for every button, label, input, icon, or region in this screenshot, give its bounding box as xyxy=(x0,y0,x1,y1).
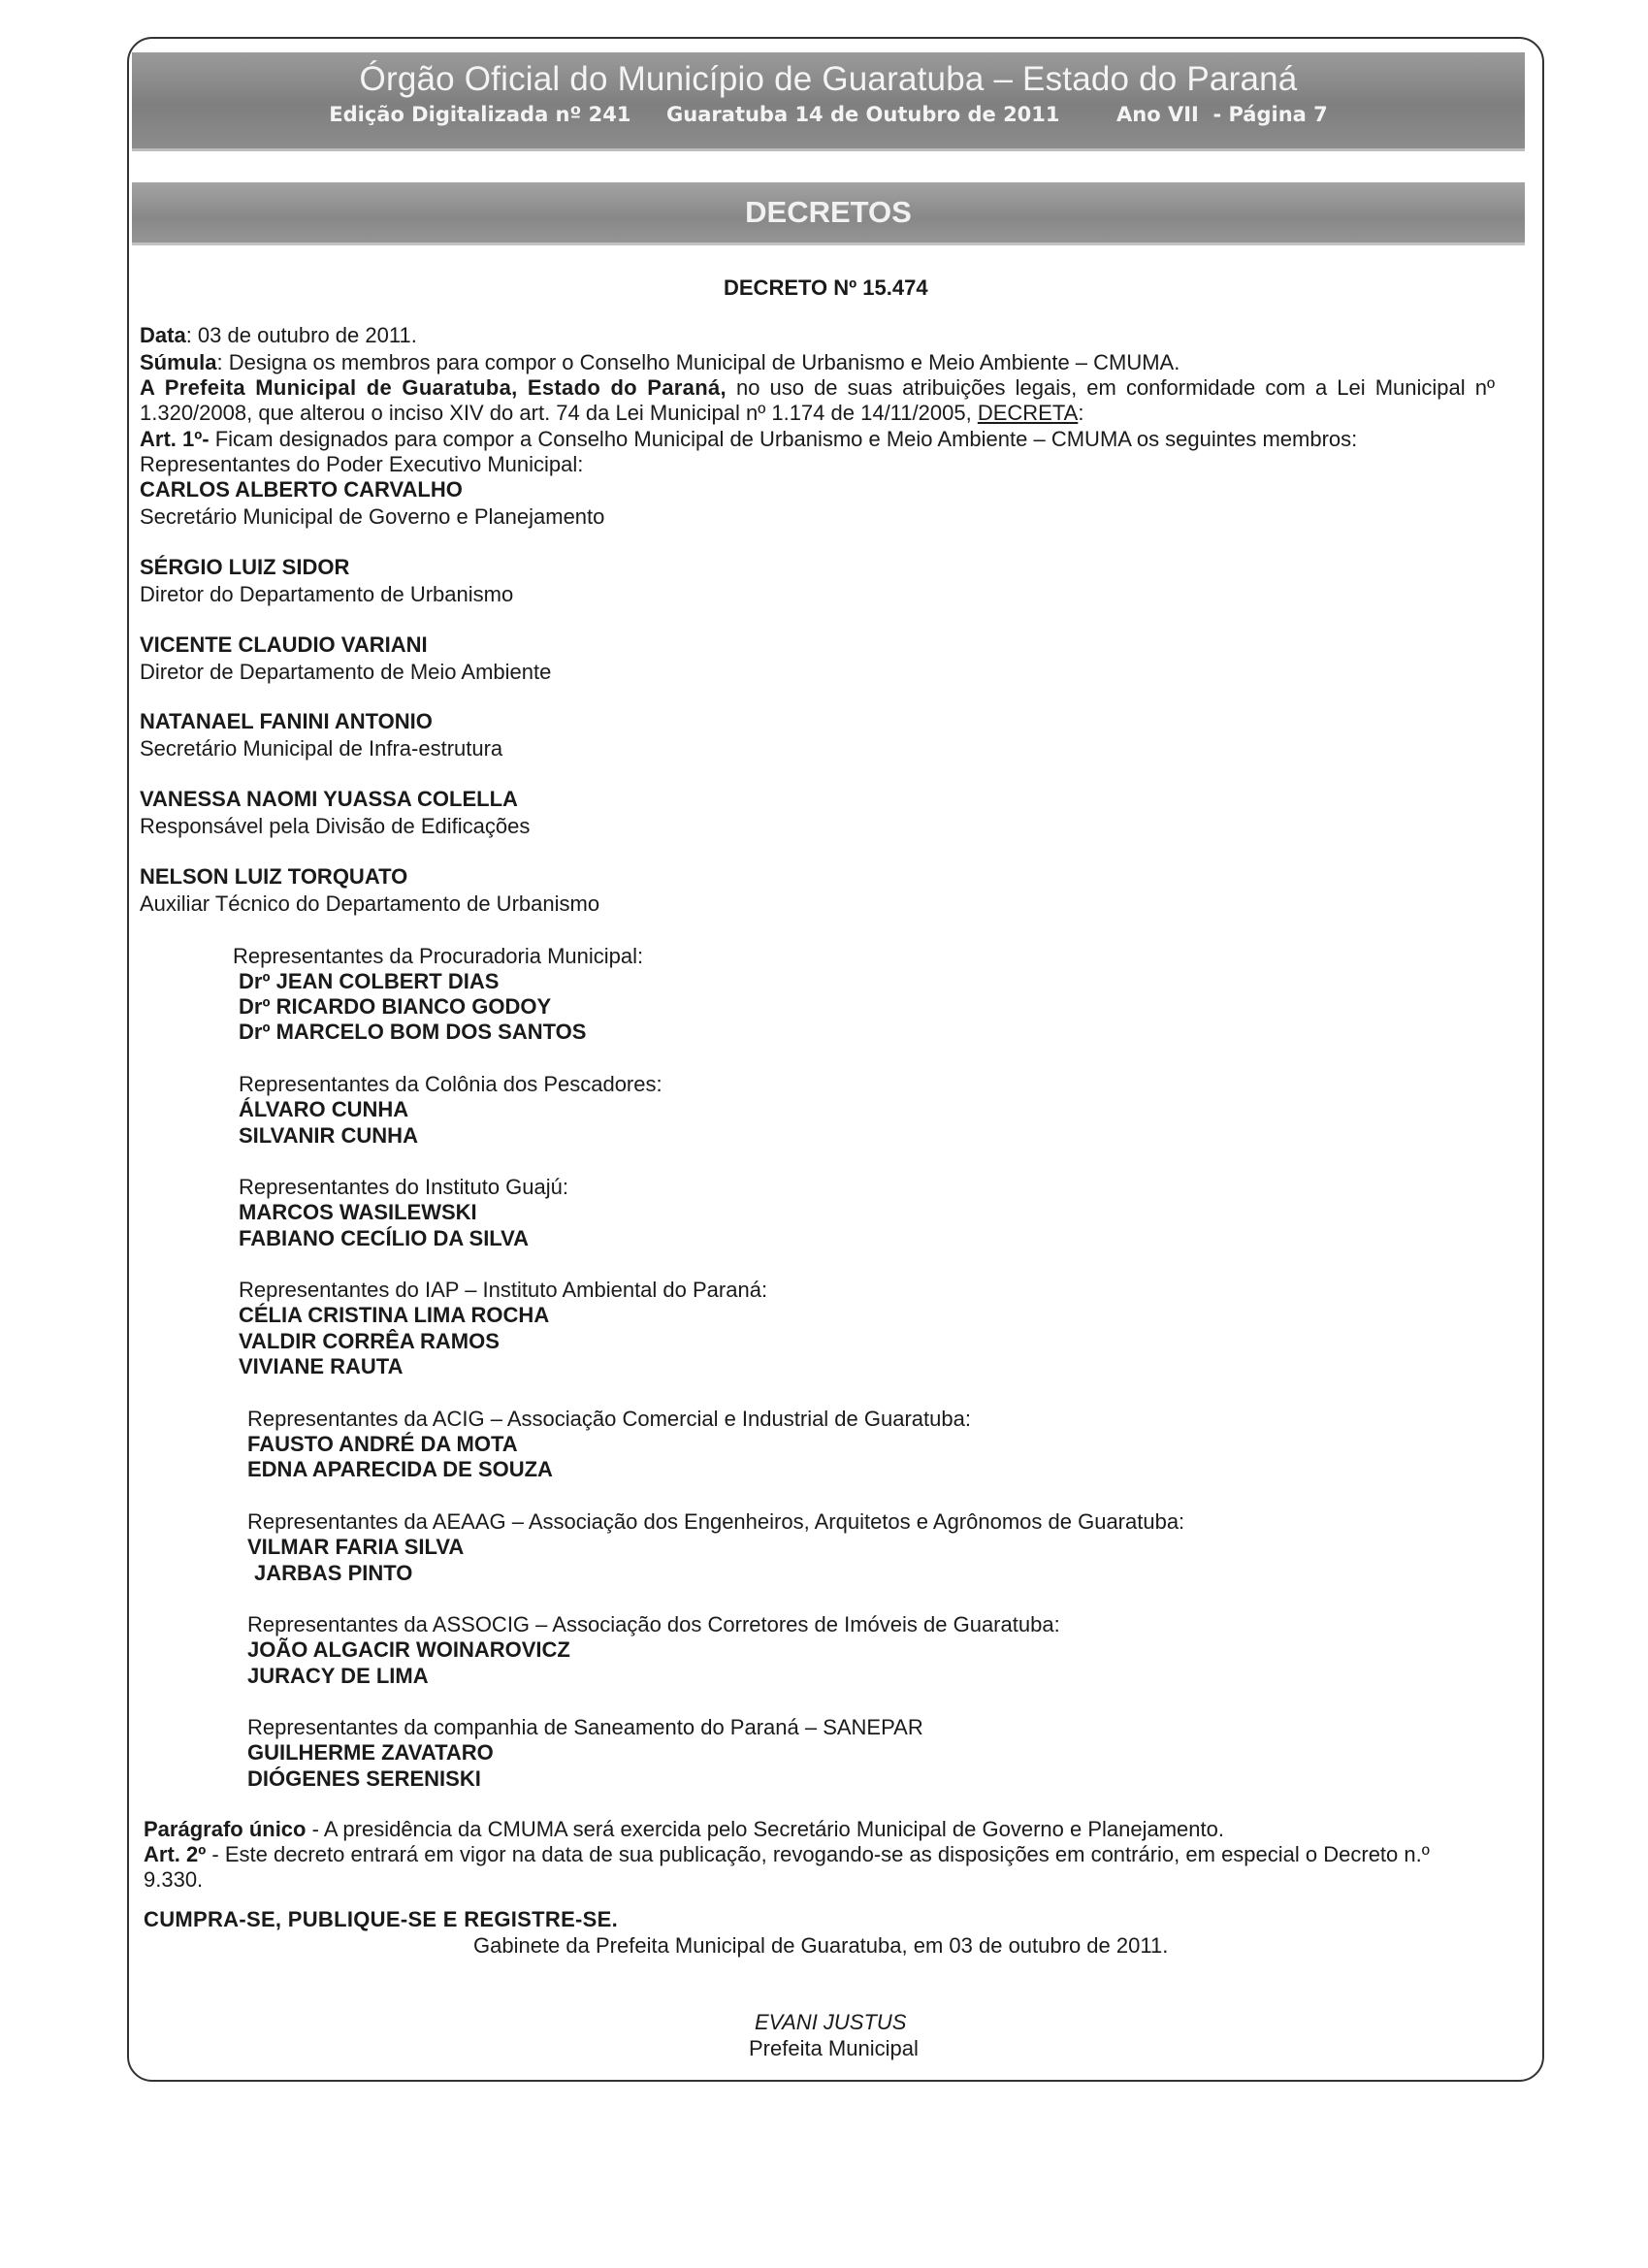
art1-line xyxy=(140,427,1357,452)
group-member: MARCOS WASILEWSKI xyxy=(239,1200,477,1224)
closing-formula: CUMPRA-SE, PUBLIQUE-SE E REGISTRE-SE. xyxy=(144,1907,619,1931)
member-name: CARLOS ALBERTO CARVALHO xyxy=(140,477,463,502)
signer-title: Prefeita Municipal xyxy=(749,2036,919,2060)
group-member: VIVIANE RAUTA xyxy=(239,1354,404,1378)
art2-label: Art. 2º xyxy=(144,1842,207,1866)
group-member: JURACY DE LIMA xyxy=(247,1664,429,1688)
group-member: VALDIR CORRÊA RAMOS xyxy=(239,1329,500,1353)
group-heading: Representantes da ACIG – Associação Comercial e Industrial de Guaratuba: xyxy=(247,1407,971,1431)
preamble-line-2-text: 1.320/2008, que alterou o inciso XIV do art. 74 da Lei Municipal nº 1.174 de 14/11/2005, xyxy=(140,401,978,425)
signer-name: EVANI JUSTUS xyxy=(755,2010,907,2034)
member-role: Responsável pela Divisão de Edificações xyxy=(140,814,531,838)
group-heading: Representantes da Procuradoria Municipal: xyxy=(233,944,644,968)
member-name: SÉRGIO LUIZ SIDOR xyxy=(140,555,350,579)
decree-number: DECRETO Nº 15.474 xyxy=(724,275,928,300)
decreta-tail: : xyxy=(1078,401,1084,425)
section-title: DECRETOS xyxy=(132,182,1525,245)
group-member: VILMAR FARIA SILVA xyxy=(247,1535,465,1559)
group-member: Drº JEAN COLBERT DIAS xyxy=(239,969,500,993)
date-label: Data xyxy=(140,323,186,347)
art2-text: - Este decreto entrará em vigor na data de sua publicação, revogando-se as disposições em contrário, em especial o Decreto n.º xyxy=(206,1842,1430,1866)
date-value: : 03 de outubro de 2011. xyxy=(185,323,417,347)
group-member: ÁLVARO CUNHA xyxy=(239,1097,409,1121)
preamble-line-1 xyxy=(140,375,1495,401)
group-heading: Representantes da AEAAG – Associação dos Engenheiros, Arquitetos e Agrônomos de Guaratuba: xyxy=(247,1509,1185,1534)
art2-line-2: 9.330. xyxy=(144,1867,204,1892)
preamble-bold: A Prefeita Municipal de Guaratuba, Estado do Paraná, xyxy=(140,375,727,400)
art2-line xyxy=(144,1842,1430,1867)
paragrafo-label: Parágrafo único xyxy=(144,1817,307,1841)
masthead-title: Órgão Oficial do Município de Guaratuba – Estado do Paraná xyxy=(359,60,1298,98)
group-heading: Representantes da ASSOCIG – Associação dos Corretores de Imóveis de Guaratuba: xyxy=(247,1612,1060,1636)
member-role: Secretário Municipal de Infra-estrutura xyxy=(140,736,503,761)
group-member: JOÃO ALGACIR WOINAROVICZ xyxy=(247,1637,570,1662)
group-member: JARBAS PINTO xyxy=(254,1561,413,1585)
art1-text: Ficam designados para compor a Conselho Municipal de Urbanismo e Meio Ambiente – CMUMA os seguintes membros: xyxy=(209,427,1358,451)
sumula-line xyxy=(140,350,1179,375)
gabinete-line: Gabinete da Prefeita Municipal de Guaratuba, em 03 de outubro de 2011. xyxy=(473,1933,1169,1958)
group-heading: Representantes do Instituto Guajú: xyxy=(239,1175,568,1199)
group-member: FABIANO CECÍLIO DA SILVA xyxy=(239,1226,530,1250)
group-member: EDNA APARECIDA DE SOUZA xyxy=(247,1457,553,1481)
decreta-word: DECRETA xyxy=(977,401,1079,425)
paragrafo-text: - A presidência da CMUMA será exercida pelo Secretário Municipal de Governo e Planejamento. xyxy=(306,1817,1224,1841)
group-member: GUILHERME ZAVATARO xyxy=(247,1740,494,1765)
group-member: SILVANIR CUNHA xyxy=(239,1123,418,1148)
preamble-rest: no uso de suas atribuições legais, em conformidade com a Lei Municipal nº xyxy=(735,375,1495,400)
group-heading: Representantes da Colônia dos Pescadores: xyxy=(239,1072,662,1096)
group-heading: Representantes do IAP – Instituto Ambiental do Paraná: xyxy=(239,1278,768,1302)
member-role: Diretor do Departamento de Urbanismo xyxy=(140,582,514,606)
member-role: Auxiliar Técnico do Departamento de Urbanismo xyxy=(140,891,600,916)
exec-heading: Representantes do Poder Executivo Municipal: xyxy=(140,452,584,476)
group-member: CÉLIA CRISTINA LIMA ROCHA xyxy=(239,1303,550,1327)
group-heading: Representantes da companhia de Saneamento do Paraná – SANEPAR xyxy=(247,1715,923,1739)
paragrafo-line xyxy=(144,1817,1224,1842)
date-line xyxy=(140,323,417,348)
preamble-line-2 xyxy=(140,401,1083,426)
group-member: DIÓGENES SERENISKI xyxy=(247,1766,481,1791)
member-role: Secretário Municipal de Governo e Planejamento xyxy=(140,504,605,529)
member-name: VICENTE CLAUDIO VARIANI xyxy=(140,632,428,657)
member-name: VANESSA NAOMI YUASSA COLELLA xyxy=(140,787,518,811)
sumula-label: Súmula xyxy=(140,350,217,374)
sumula-value: : Designa os membros para compor o Conselho Municipal de Urbanismo e Meio Ambiente – CMUMA. xyxy=(216,350,1180,374)
member-role: Diretor de Departamento de Meio Ambiente xyxy=(140,660,552,684)
group-member: Drº MARCELO BOM DOS SANTOS xyxy=(239,1020,587,1044)
group-member: Drº RICARDO BIANCO GODOY xyxy=(239,994,552,1019)
edition-line: Edição Digitalizada nº 241 Guaratuba 14 de Outubro de 2011 Ano VII - Página 7 xyxy=(329,103,1328,126)
member-name: NELSON LUIZ TORQUATO xyxy=(140,864,408,889)
art1-label: Art. 1º- xyxy=(140,427,210,451)
masthead-banner xyxy=(132,52,1525,151)
member-name: NATANAEL FANINI ANTONIO xyxy=(140,709,433,733)
group-member: FAUSTO ANDRÉ DA MOTA xyxy=(247,1432,518,1456)
